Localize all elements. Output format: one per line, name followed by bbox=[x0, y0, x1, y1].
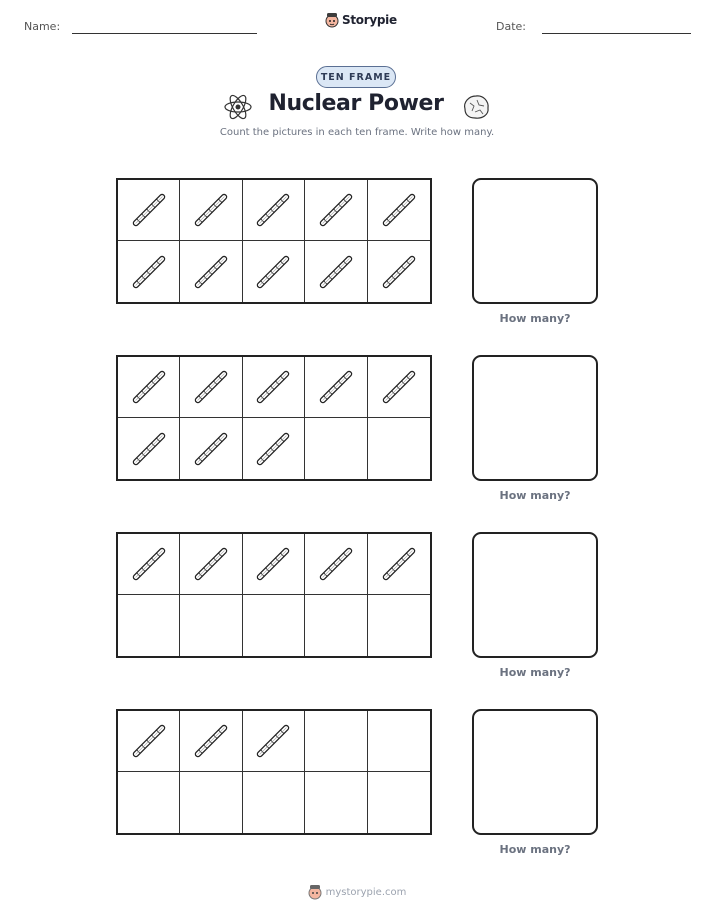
footer bbox=[0, 884, 714, 900]
how-many-label: How many? bbox=[499, 489, 571, 502]
answer-box[interactable] bbox=[472, 532, 598, 658]
answer-box[interactable] bbox=[472, 709, 598, 835]
fuel-rod-icon bbox=[379, 250, 419, 294]
instructions: Count the pictures in each ten frame. Write how many. bbox=[219, 127, 495, 138]
fuel-rod-icon bbox=[316, 542, 356, 586]
brand-name: Storypie bbox=[342, 13, 397, 27]
ten-frame bbox=[116, 532, 432, 658]
ten-frame-cell bbox=[180, 595, 242, 656]
ten-frame-cell bbox=[305, 534, 367, 595]
ten-frame-cell bbox=[368, 357, 430, 418]
fuel-rod-icon bbox=[379, 542, 419, 586]
atom-icon bbox=[223, 92, 253, 122]
ten-frame-cell bbox=[180, 772, 242, 833]
fuel-rod-icon bbox=[129, 188, 169, 232]
date-line[interactable] bbox=[542, 33, 691, 34]
footer-url: mystorypie.com bbox=[325, 886, 407, 898]
fuel-rod-icon bbox=[379, 365, 419, 409]
ten-frame-cell bbox=[243, 180, 305, 241]
ten-frame-cell bbox=[180, 180, 242, 241]
ten-frame-badge: TEN FRAME bbox=[316, 66, 396, 88]
ten-frame bbox=[116, 355, 432, 481]
ten-frame-cell bbox=[305, 595, 367, 656]
fuel-rod-icon bbox=[191, 365, 231, 409]
name-label: Name: bbox=[24, 20, 61, 33]
ten-frame-cell bbox=[243, 241, 305, 302]
fuel-rod-icon bbox=[129, 427, 169, 471]
ten-frame-cell bbox=[305, 772, 367, 833]
fuel-rod-icon bbox=[379, 188, 419, 232]
fuel-rod-icon bbox=[191, 250, 231, 294]
fuel-rod-icon bbox=[316, 188, 356, 232]
name-line[interactable] bbox=[72, 33, 257, 34]
ten-frame-cell bbox=[118, 595, 180, 656]
fuel-rod-icon bbox=[129, 719, 169, 763]
ten-frame-cell bbox=[118, 418, 180, 479]
ten-frame-cell bbox=[180, 357, 242, 418]
fuel-rod-icon bbox=[191, 719, 231, 763]
fuel-rod-icon bbox=[129, 542, 169, 586]
ten-frame-cell bbox=[368, 595, 430, 656]
fuel-rod-icon bbox=[129, 365, 169, 409]
answer-box[interactable] bbox=[472, 178, 598, 304]
fuel-rod-icon bbox=[316, 365, 356, 409]
ten-frame-cell bbox=[305, 180, 367, 241]
ten-frame bbox=[116, 709, 432, 835]
ten-frame-cell bbox=[118, 357, 180, 418]
ten-frame-cell bbox=[368, 180, 430, 241]
ten-frame-cell bbox=[180, 711, 242, 772]
fuel-rod-icon bbox=[253, 719, 293, 763]
answer-box[interactable] bbox=[472, 355, 598, 481]
fuel-rod-icon bbox=[253, 365, 293, 409]
fuel-rod-icon bbox=[253, 427, 293, 471]
ten-frame-cell bbox=[243, 772, 305, 833]
brand-logo bbox=[325, 12, 397, 28]
fuel-rod-icon bbox=[129, 250, 169, 294]
ten-frame-cell bbox=[368, 711, 430, 772]
ten-frame-cell bbox=[180, 418, 242, 479]
ten-frame-cell bbox=[243, 418, 305, 479]
uranium-rock-icon bbox=[461, 93, 491, 121]
how-many-label: How many? bbox=[499, 312, 571, 325]
storypie-mascot-icon bbox=[325, 12, 339, 28]
ten-frame-cell bbox=[305, 357, 367, 418]
ten-frame-cell bbox=[368, 772, 430, 833]
fuel-rod-icon bbox=[253, 542, 293, 586]
ten-frame-cell bbox=[305, 241, 367, 302]
ten-frame-cell bbox=[118, 711, 180, 772]
ten-frame-cell bbox=[180, 534, 242, 595]
fuel-rod-icon bbox=[191, 542, 231, 586]
ten-frame-cell bbox=[180, 241, 242, 302]
ten-frame-cell bbox=[305, 418, 367, 479]
ten-frame-cell bbox=[368, 241, 430, 302]
ten-frame-cell bbox=[118, 180, 180, 241]
page-title: Nuclear Power bbox=[268, 91, 444, 116]
ten-frame-cell bbox=[305, 711, 367, 772]
how-many-label: How many? bbox=[499, 843, 571, 856]
fuel-rod-icon bbox=[253, 188, 293, 232]
ten-frame-cell bbox=[243, 357, 305, 418]
fuel-rod-icon bbox=[253, 250, 293, 294]
ten-frame-cell bbox=[118, 241, 180, 302]
ten-frame-cell bbox=[118, 534, 180, 595]
ten-frame-cell bbox=[243, 534, 305, 595]
fuel-rod-icon bbox=[191, 427, 231, 471]
ten-frame-cell bbox=[243, 711, 305, 772]
fuel-rod-icon bbox=[191, 188, 231, 232]
ten-frame-cell bbox=[368, 418, 430, 479]
ten-frame bbox=[116, 178, 432, 304]
storypie-mascot-icon bbox=[308, 884, 322, 900]
ten-frame-cell bbox=[118, 772, 180, 833]
ten-frame-cell bbox=[368, 534, 430, 595]
how-many-label: How many? bbox=[499, 666, 571, 679]
date-label: Date: bbox=[496, 20, 526, 33]
ten-frame-cell bbox=[243, 595, 305, 656]
fuel-rod-icon bbox=[316, 250, 356, 294]
